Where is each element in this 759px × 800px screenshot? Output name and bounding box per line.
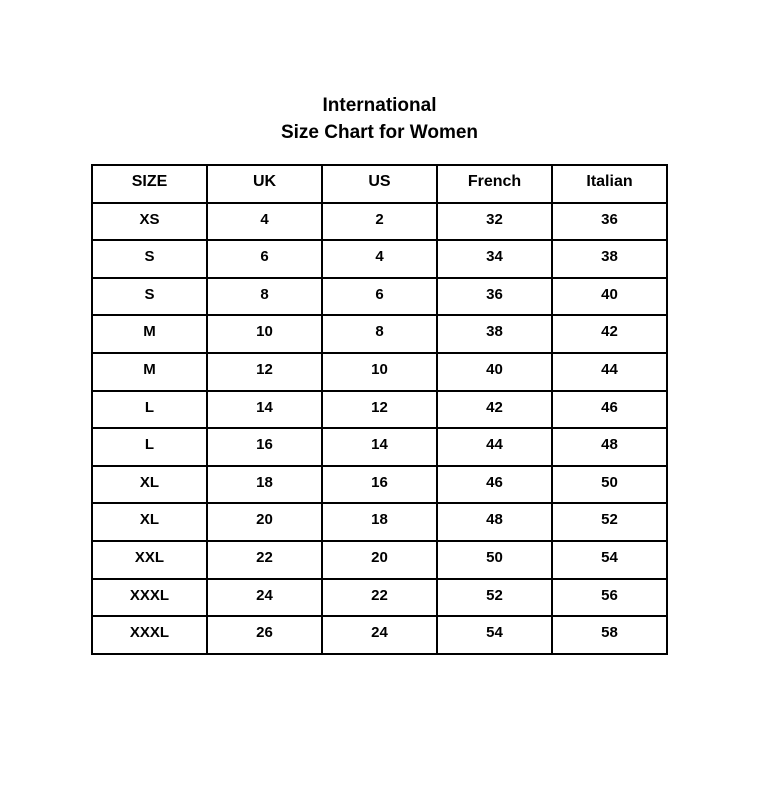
cell-size: XXL: [92, 541, 207, 579]
cell-italian: 42: [552, 315, 667, 353]
cell-us: 24: [322, 616, 437, 654]
title-line-1: International: [322, 95, 437, 116]
cell-italian: 36: [552, 203, 667, 241]
cell-us: 22: [322, 579, 437, 617]
cell-french: 38: [437, 315, 552, 353]
cell-french: 48: [437, 503, 552, 541]
cell-italian: 38: [552, 240, 667, 278]
table-row: [92, 203, 667, 241]
cell-uk: 8: [207, 278, 322, 316]
table-row: [92, 541, 667, 579]
cell-size: S: [92, 278, 207, 316]
cell-size: M: [92, 315, 207, 353]
cell-uk: 4: [207, 203, 322, 241]
header-uk: UK: [207, 165, 322, 203]
cell-french: 32: [437, 203, 552, 241]
cell-size: XXXL: [92, 579, 207, 617]
table-header-row: [92, 165, 667, 203]
table-row: [92, 428, 667, 466]
cell-italian: 40: [552, 278, 667, 316]
size-chart-table: [91, 164, 668, 655]
cell-italian: 44: [552, 353, 667, 391]
table-row: [92, 579, 667, 617]
table-row: [92, 503, 667, 541]
cell-us: 6: [322, 278, 437, 316]
cell-uk: 26: [207, 616, 322, 654]
table-row: [92, 278, 667, 316]
header-french: French: [437, 165, 552, 203]
cell-size: XL: [92, 466, 207, 504]
cell-french: 42: [437, 391, 552, 429]
cell-italian: 58: [552, 616, 667, 654]
cell-size: XS: [92, 203, 207, 241]
cell-us: 14: [322, 428, 437, 466]
cell-us: 4: [322, 240, 437, 278]
table-row: [92, 616, 667, 654]
cell-french: 44: [437, 428, 552, 466]
cell-uk: 24: [207, 579, 322, 617]
table-row: [92, 353, 667, 391]
title-line-2: Size Chart for Women: [280, 122, 479, 143]
cell-uk: 12: [207, 353, 322, 391]
table-row: [92, 466, 667, 504]
cell-french: 34: [437, 240, 552, 278]
header-us: US: [322, 165, 437, 203]
cell-us: 18: [322, 503, 437, 541]
cell-uk: 10: [207, 315, 322, 353]
cell-size: L: [92, 428, 207, 466]
cell-french: 50: [437, 541, 552, 579]
cell-uk: 20: [207, 503, 322, 541]
cell-uk: 6: [207, 240, 322, 278]
table-row: [92, 240, 667, 278]
cell-us: 20: [322, 541, 437, 579]
cell-uk: 22: [207, 541, 322, 579]
cell-size: S: [92, 240, 207, 278]
cell-uk: 16: [207, 428, 322, 466]
table-row: [92, 391, 667, 429]
cell-size: M: [92, 353, 207, 391]
cell-italian: 46: [552, 391, 667, 429]
cell-us: 8: [322, 315, 437, 353]
table-row: [92, 315, 667, 353]
cell-size: L: [92, 391, 207, 429]
cell-french: 54: [437, 616, 552, 654]
header-size: SIZE: [92, 165, 207, 203]
cell-us: 2: [322, 203, 437, 241]
page-title: [0, 92, 759, 146]
cell-italian: 56: [552, 579, 667, 617]
cell-french: 52: [437, 579, 552, 617]
cell-french: 36: [437, 278, 552, 316]
cell-us: 10: [322, 353, 437, 391]
header-italian: Italian: [552, 165, 667, 203]
cell-uk: 18: [207, 466, 322, 504]
cell-italian: 48: [552, 428, 667, 466]
cell-italian: 54: [552, 541, 667, 579]
cell-us: 16: [322, 466, 437, 504]
cell-us: 12: [322, 391, 437, 429]
cell-french: 40: [437, 353, 552, 391]
cell-italian: 52: [552, 503, 667, 541]
cell-uk: 14: [207, 391, 322, 429]
cell-french: 46: [437, 466, 552, 504]
cell-italian: 50: [552, 466, 667, 504]
cell-size: XL: [92, 503, 207, 541]
cell-size: XXXL: [92, 616, 207, 654]
